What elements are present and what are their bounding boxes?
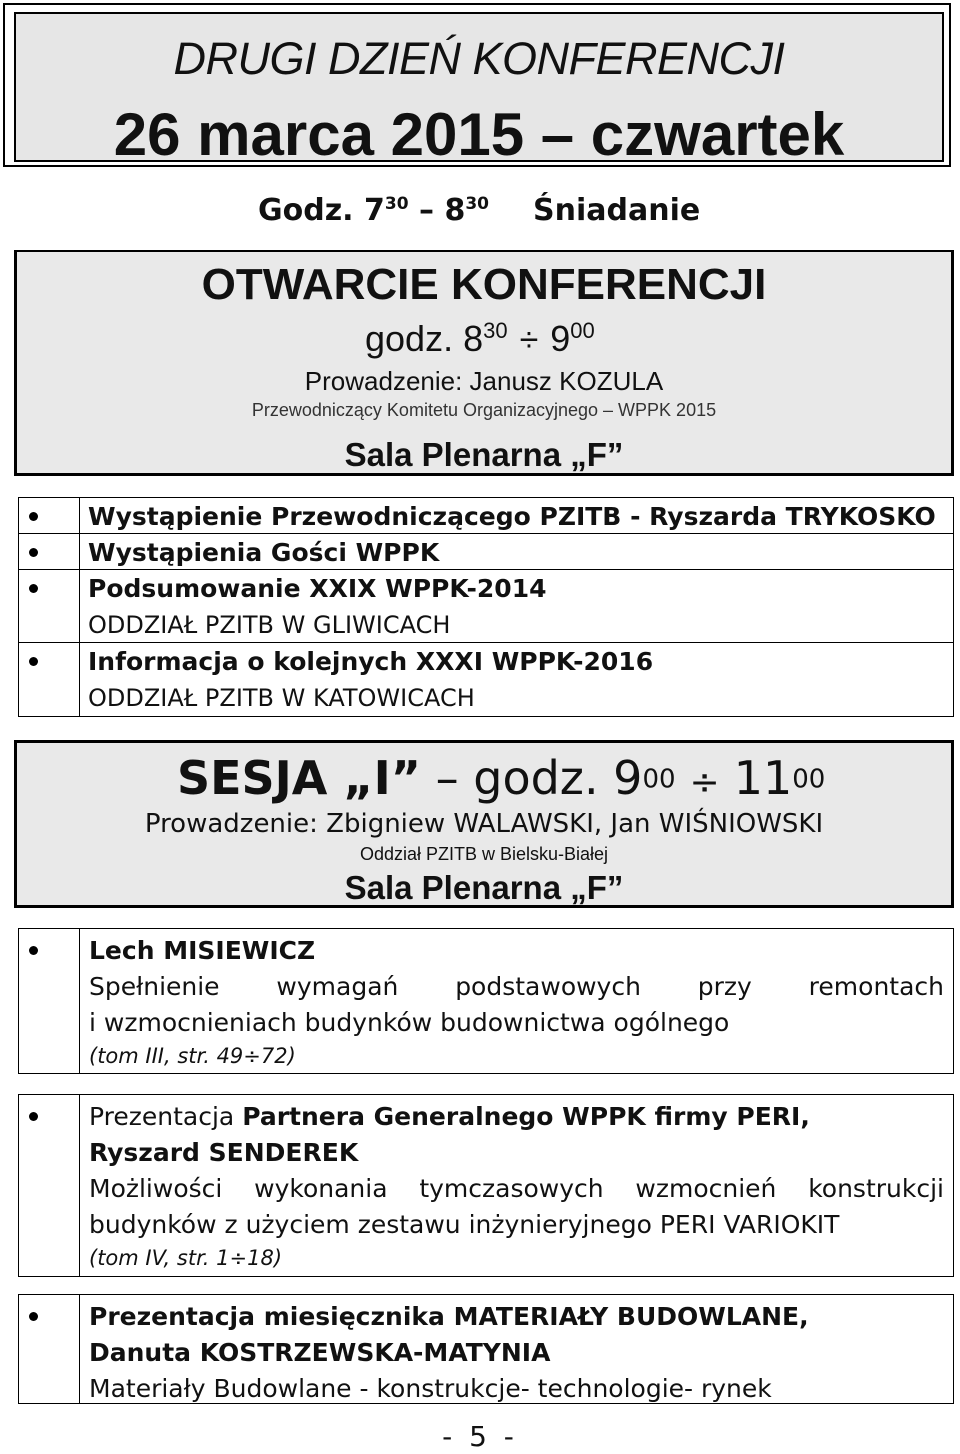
opening-agenda — [18, 498, 954, 717]
bullet-icon — [29, 1112, 38, 1121]
talk-item — [18, 1294, 954, 1404]
breakfast-label: Śniadanie — [533, 193, 701, 228]
opening-chair: Prowadzenie: Janusz KOZULA — [304, 366, 664, 396]
opening-time-end-hour: 9 — [550, 318, 571, 359]
bullet-icon — [29, 946, 38, 955]
agenda-item-organizer: ODDZIAŁ PZITB W GLIWICACH — [88, 611, 451, 639]
session-room: Sala Plenarna „F” — [344, 869, 624, 906]
agenda-item — [18, 533, 954, 570]
session-time-prefix: godz. 9 — [473, 751, 643, 805]
talk-volume-ref: (tom IV, str. 1÷18) — [89, 1246, 283, 1270]
talk-item — [18, 1094, 954, 1277]
talk-title-line: Spełnienie wymagań podstawowych przy remontach — [89, 972, 944, 1001]
agenda-item — [18, 569, 954, 643]
talk-author: Danuta KOSTRZEWSKA-MATYNIA — [89, 1338, 551, 1367]
talk-heading-prefix: Prezentacja — [89, 1102, 243, 1131]
divide-sign: ÷ — [689, 762, 720, 803]
talk-author: Lech MISIEWICZ — [89, 936, 316, 965]
agenda-item — [18, 497, 954, 534]
breakfast-line — [258, 193, 700, 228]
agenda-item-text: Podsumowanie XXIX WPPK-2014 — [88, 574, 547, 603]
bullet-icon-cell — [19, 1095, 80, 1276]
divide-sign: ÷ — [519, 321, 539, 359]
day-header-inner — [14, 12, 944, 168]
talk-item — [18, 928, 954, 1074]
breakfast-start-min: 30 — [384, 194, 409, 214]
talk-heading — [89, 1099, 944, 1135]
talk-title-line: Możliwości wykonania tymczasowych wzmocnień konstrukcji — [89, 1174, 944, 1203]
bullet-icon — [29, 512, 38, 521]
session-title — [177, 751, 825, 805]
bullet-icon-cell — [19, 498, 80, 533]
agenda-item-text: Informacja o kolejnych XXXI WPPK-2016 — [88, 647, 654, 676]
bullet-icon-cell — [19, 534, 80, 569]
talk-title-line: budynków z użyciem zestawu inżynieryjnego PERI VARIOKIT — [89, 1210, 840, 1239]
opening-time-start-min: 30 — [483, 318, 508, 343]
breakfast-end-min: 30 — [465, 194, 489, 214]
bullet-icon-cell — [19, 570, 80, 642]
opening-chair-role: Przewodniczący Komitetu Organizacyjnego – WPPK 2015 — [251, 400, 717, 420]
breakfast-time-prefix: Godz. 7 — [258, 193, 385, 228]
bullet-icon-cell — [19, 1295, 80, 1403]
talk-partner: Partnera Generalnego WPPK firmy PERI, — [242, 1102, 810, 1131]
bullet-icon — [29, 1312, 38, 1321]
talk-title-line: Materiały Budowlane - konstrukcje- technologie- rynek — [89, 1374, 772, 1403]
talk-title-line: i wzmocnieniach budynków budownictwa ogólnego — [89, 1008, 730, 1037]
session-end-min: 00 — [792, 764, 826, 795]
bullet-icon — [29, 548, 38, 557]
day-date: 26 marca 2015 – czwartek — [113, 101, 845, 168]
opening-title: OTWARCIE KONFERENCJI — [201, 260, 767, 309]
session-dash: – — [421, 751, 474, 805]
opening-section — [14, 250, 954, 476]
agenda-item-text: Wystąpienia Gości WPPK — [88, 538, 440, 567]
session-branch: Oddział PZITB w Bielsku-Białej — [359, 844, 609, 864]
agenda-item-text: Wystąpienie Przewodniczącego PZITB - Ryszarda TRYKOSKO — [88, 502, 936, 531]
session-chair: Prowadzenie: Zbigniew WALAWSKI, Jan WIŚNIOWSKI — [144, 809, 824, 839]
opening-time-end-min: 00 — [570, 318, 595, 343]
bullet-icon — [29, 657, 38, 666]
session-end-hour: 11 — [733, 751, 793, 805]
talk-heading: Prezentacja miesięcznika MATERIAŁY BUDOWLANE, — [89, 1302, 809, 1331]
session-name: SESJA „I” — [177, 751, 421, 805]
day-header — [3, 3, 951, 167]
bullet-icon — [29, 584, 38, 593]
session-header — [14, 740, 954, 908]
talk-author: Ryszard SENDEREK — [89, 1138, 359, 1167]
breakfast-time-dash: – 8 — [408, 193, 466, 228]
day-title: DRUGI DZIEŃ KONFERENCJI — [173, 33, 785, 84]
talk-volume-ref: (tom III, str. 49÷72) — [89, 1044, 296, 1068]
bullet-icon-cell — [19, 929, 80, 1073]
agenda-item-organizer: ODDZIAŁ PZITB W KATOWICACH — [88, 684, 475, 712]
bullet-icon-cell — [19, 643, 80, 716]
opening-time-prefix: godz. 8 — [365, 318, 484, 359]
page-number: - 5 - — [442, 1420, 518, 1453]
session-start-min: 00 — [642, 764, 676, 795]
opening-room: Sala Plenarna „F” — [344, 436, 624, 473]
opening-time — [365, 318, 595, 360]
agenda-item — [18, 642, 954, 717]
